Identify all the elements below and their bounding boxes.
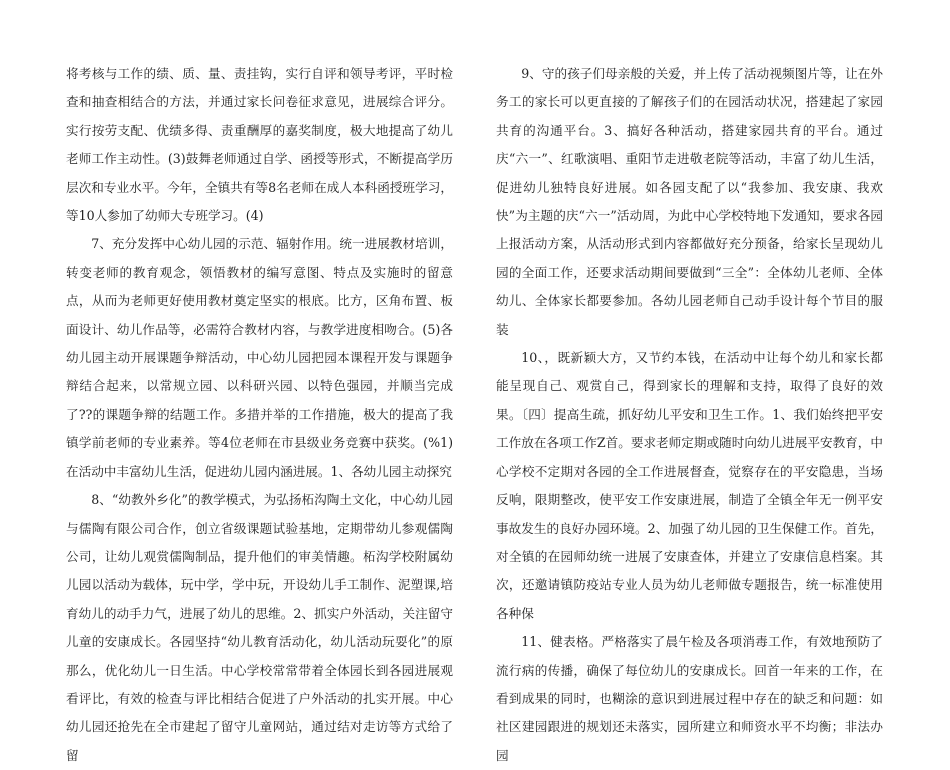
paragraph: 10、，既新颖大方，又节约本钱，在活动中让每个幼儿和家长都能呈现自己、观赏自己，得到家长的理解和支持，取得了良好的效果。〔四〕提高生疏，抓好幼儿平安和卫生工作。1、我们始终把平安工作放在各项工作Z首。要求老师定期或随时向幼儿进展平安教育，中心学校不定期对各园的全工作进展督查，觉察存在的平安隐患，当场反响，限期整改，使平安工作安康进展，制造了全镇全年无一例平安事故发生的良好办园环境。2、加强了幼儿园的卫生保健工作。首先，对全镇的在园师幼统一进展了安康查体，并建立了安康信息档案。其次，还邀请镇防疫站专业人员为幼儿老师做专题报告，统一标准使用各种保: [496, 350, 883, 621]
paragraph: 8、“幼教外乡化”的教学模式，为弘扬柘沟陶土文化，中心幼儿园与儒陶有限公司合作，创立省级课题试验基地，定期带幼儿参观儒陶公司，让幼儿观赏儒陶制品，提升他们的审美情趣。柘沟学校附属幼儿园以活动为载体，玩中学，学中玩，开设幼儿手工制作、泥塑课,培育幼儿的动手力气，进展了幼儿的思维。2、抓实户外活动，关注留守儿童的安康成长。各园坚持“幼儿教育活动化，幼儿活动玩耍化”的原那么，优化幼儿一日生活。中心学校常常带着全体园长到各园进展观看评比，有效的检查与评比相结合促进了户外活动的扎实开展。中心幼儿园还抢先在全市建起了留守儿童网站，通过结对走访等方式给了留: [66, 492, 453, 763]
left-text-column: [66, 60, 453, 763]
paragraph: 7、充分发挥中心幼儿园的示范、辐射作用。统一进展教材培训，转变老师的教育观念，领悟教材的编写意图、特点及实施时的留意点，从而为老师更好使用教材奠定坚实的根底。比方，区角布置、板面设计、幼儿作品等，必需符合教材内容，与教学进度相吻合。(5)各幼儿园主动开展课题争辩活动，中心幼儿园把园本课程开发与课题争辩结合起来，以常规立园、以科研兴园、以特色强园，并顺当完成了??的课题争辩的结题工作。多措并举的工作措施，极大的提高了我镇学前老师的专业素养。等4位老师在市县级业务竞赛中获奖。(%1)在活动中丰富幼儿生活，促进幼儿园内涵进展。1、各幼儿园主动探究: [66, 236, 453, 479]
paragraph: 9、守的孩子们母亲般的关爱，并上传了活动视频图片等，让在外务工的家长可以更直接的了解孩子们的在园活动状况，搭建起了家园共育的沟通平台。3、搞好各种活动，搭建家园共育的平台。通过庆“六一”、红歌演唱、重阳节走进敬老院等活动，丰富了幼儿生活，促进幼儿独特良好进展。如各园支配了以“我参加、我安康、我欢快”为主题的庆“六一”活动周，为此中心学校特地下发通知，要求各园上报活动方案，从活动形式到内容都做好充分预备，给家长呈现幼儿园的全面工作，还要求活动期间要做到“三全”：全体幼儿老师、全体幼儿、全体家长都要参加。各幼儿园老师自己动手设计每个节目的服装: [496, 66, 883, 337]
right-text-column: [496, 60, 883, 763]
paragraph: 11、健表格。严格落实了晨午检及各项消毒工作，有效地预防了流行病的传播，确保了每位幼儿的安康成长。回首一年来的工作，在看到成果的同时，也糊涂的意识到进展过程中存在的缺乏和问题：如社区建园跟进的规划还未落实，园所建立和师资水平不均衡；非法办园: [496, 634, 883, 763]
paragraph: 将考核与工作的绩、质、量、责挂钩，实行自评和领导考评，平时检查和抽查相结合的方法，并通过家长问卷征求意见，进展综合评分。实行按劳支配、优绩多得、责重酬厚的嘉奖制度，极大地提高了幼儿老师工作主动性。(3)鼓舞老师通过自学、函授等形式，不断提高学历层次和专业水平。今年，全镇共有等8名老师在成人本科函授班学习，等10人参加了幼师大专班学习。(4): [66, 66, 453, 224]
